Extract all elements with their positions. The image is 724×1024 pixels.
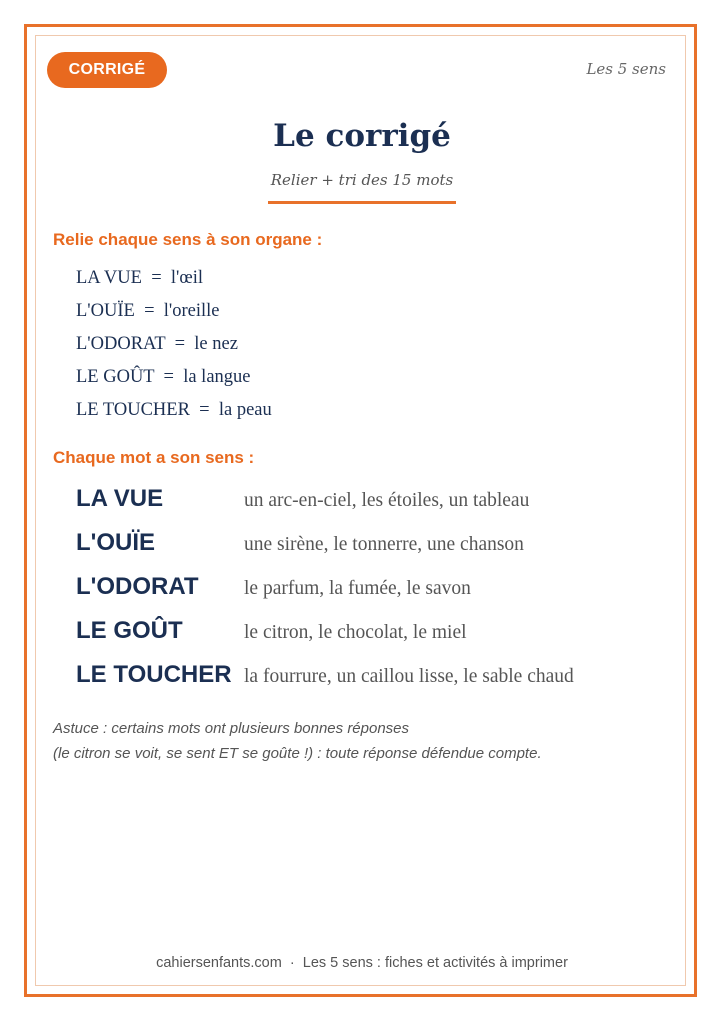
sense-name: L'OUÏE <box>76 529 156 556</box>
sense-name: L'ODORAT <box>76 573 199 600</box>
footer: cahiersenfants.com · Les 5 sens : fiches et activités à imprimer <box>156 955 568 971</box>
sense-words-row <box>76 657 676 701</box>
sense-name: LA VUE <box>76 485 164 512</box>
sense-words-row <box>76 525 676 569</box>
sense-name: LE GOÛT <box>76 617 183 644</box>
sense-organ-pair: LE GOÛT = la langue <box>76 367 251 387</box>
sense-organ-pair: L'OUÏE = l'oreille <box>76 301 220 321</box>
section-heading-mots: Chaque mot a son sens : <box>53 448 255 467</box>
title-underline <box>268 201 456 204</box>
sense-words: le citron, le chocolat, le miel <box>244 622 467 643</box>
sense-words-row <box>76 613 676 657</box>
tip-note <box>53 716 542 766</box>
corrige-badge: CORRIGÉ <box>47 52 167 88</box>
topic-label: Les 5 sens <box>586 60 666 78</box>
sense-words-list <box>76 481 676 701</box>
section-heading-relie: Relie chaque sens à son organe : <box>53 230 323 249</box>
page-title: Le corrigé <box>273 118 451 154</box>
sense-organ-pair: LE TOUCHER = la peau <box>76 400 272 420</box>
tip-line: Astuce : certains mots ont plusieurs bonnes réponses <box>53 720 410 737</box>
sense-name: LE TOUCHER <box>76 661 232 688</box>
sense-words: une sirène, le tonnerre, une chanson <box>244 534 524 555</box>
sense-words-row <box>76 481 676 525</box>
sense-words: le parfum, la fumée, le savon <box>244 578 471 599</box>
page-subtitle: Relier + tri des 15 mots <box>270 171 454 189</box>
sense-organ-pair: L'ODORAT = le nez <box>76 334 238 354</box>
sense-organ-list <box>76 263 272 428</box>
sense-words: la fourrure, un caillou lisse, le sable chaud <box>244 666 574 687</box>
sense-words: un arc-en-ciel, les étoiles, un tableau <box>244 490 530 511</box>
tip-line: (le citron se voit, se sent ET se goûte !) : toute réponse défendue compte. <box>53 745 542 762</box>
sense-organ-pair: LA VUE = l'œil <box>76 268 203 288</box>
sense-words-row <box>76 569 676 613</box>
